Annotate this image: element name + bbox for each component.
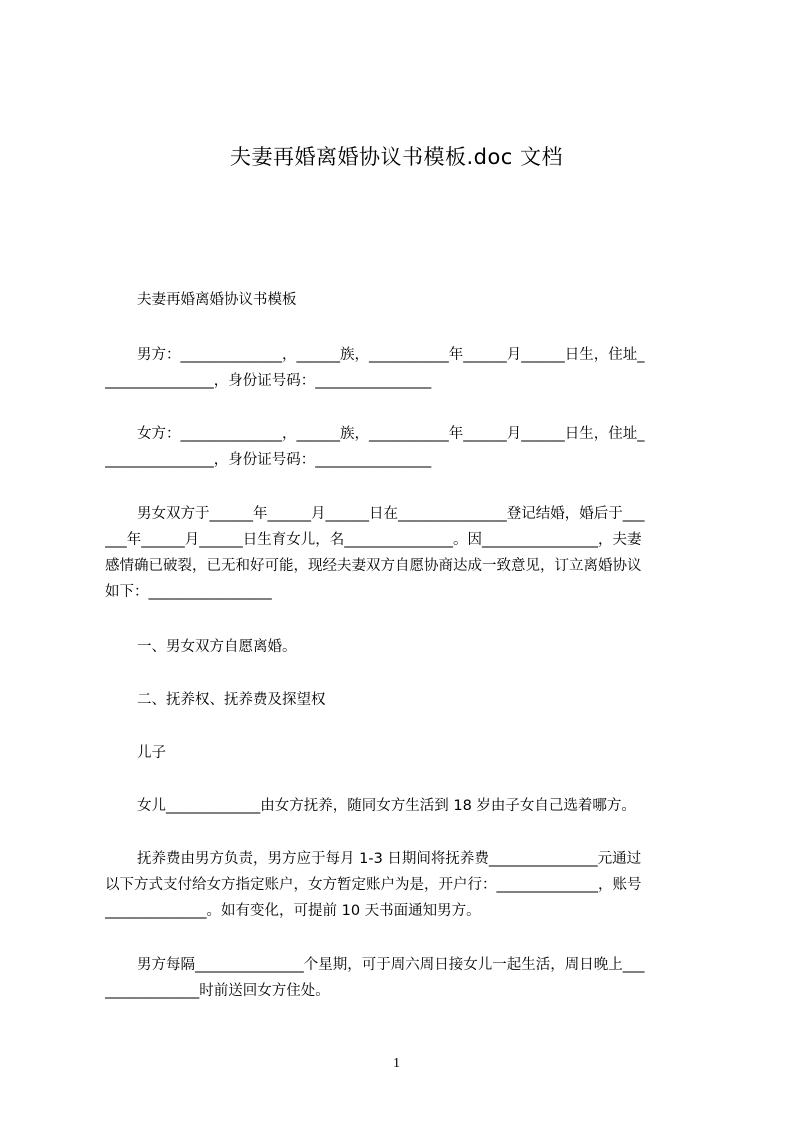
paragraph-line: 女儿_____________由女方抚养，随同女方生活到 18 岁由子女自己选着哪方。 <box>137 798 636 814</box>
paragraph-line: 男女双方于______年______月______日在_______________登记结婚，婚后于___ <box>137 506 645 522</box>
paragraph-line: 以下方式支付给女方指定账户，女方暂定账户为是，开户行：______________，账号 <box>105 877 642 893</box>
paragraph-clause-1 <box>105 634 701 660</box>
paragraph-line: 一、男女双方自愿离婚。 <box>137 639 297 655</box>
paragraph-background <box>105 501 701 605</box>
paragraph-female-party <box>105 421 701 473</box>
paragraph-line: 夫妻再婚离婚协议书模板 <box>137 292 297 308</box>
page-number: 1 <box>393 1056 400 1071</box>
paragraph-visitation <box>105 952 701 1004</box>
paragraph-line: 男方：______________，______族，___________年______月______日生，住址_ <box>137 347 645 363</box>
paragraph-line: 抚养费由男方负责，男方应于每月 1-3 日期间将抚养费_______________元通过 <box>137 851 642 867</box>
paragraph-support <box>105 846 701 924</box>
paragraph-line: 如下：_________________ <box>105 584 272 600</box>
paragraph-line: 男方每隔_______________个星期，可于周六周日接女儿一起生活，周日晚上___ <box>137 957 645 973</box>
paragraph-line: _______________，身份证号码：________________ <box>105 373 432 389</box>
paragraph-line: _______________，身份证号码：________________ <box>105 452 432 468</box>
paragraph-line: ___年______月______日生育女儿，名_______________。因________________，夫妻 <box>105 532 642 548</box>
paragraph-clause-2 <box>105 687 701 713</box>
paragraph-daughter <box>105 793 701 819</box>
paragraph-line: 女方：______________，______族，___________年______月______日生，住址_ <box>137 426 645 442</box>
document-title: 夫妻再婚离婚协议书模板.doc 文档 <box>229 145 564 169</box>
paragraph-line: 儿子 <box>137 745 166 761</box>
paragraph-heading <box>105 287 701 313</box>
paragraph-son <box>105 740 701 766</box>
paragraph-line: 二、抚养权、抚养费及探望权 <box>137 692 326 708</box>
paragraph-male-party <box>105 342 701 394</box>
paragraph-line: 感情确已破裂，已无和好可能，现经夫妻双方自愿协商达成一致意见，订立离婚协议 <box>105 558 642 574</box>
paragraph-line: _____________时前送回女方住处。 <box>105 983 330 999</box>
paragraph-line: ______________。如有变化，可提前 10 天书面通知男方。 <box>105 903 481 919</box>
